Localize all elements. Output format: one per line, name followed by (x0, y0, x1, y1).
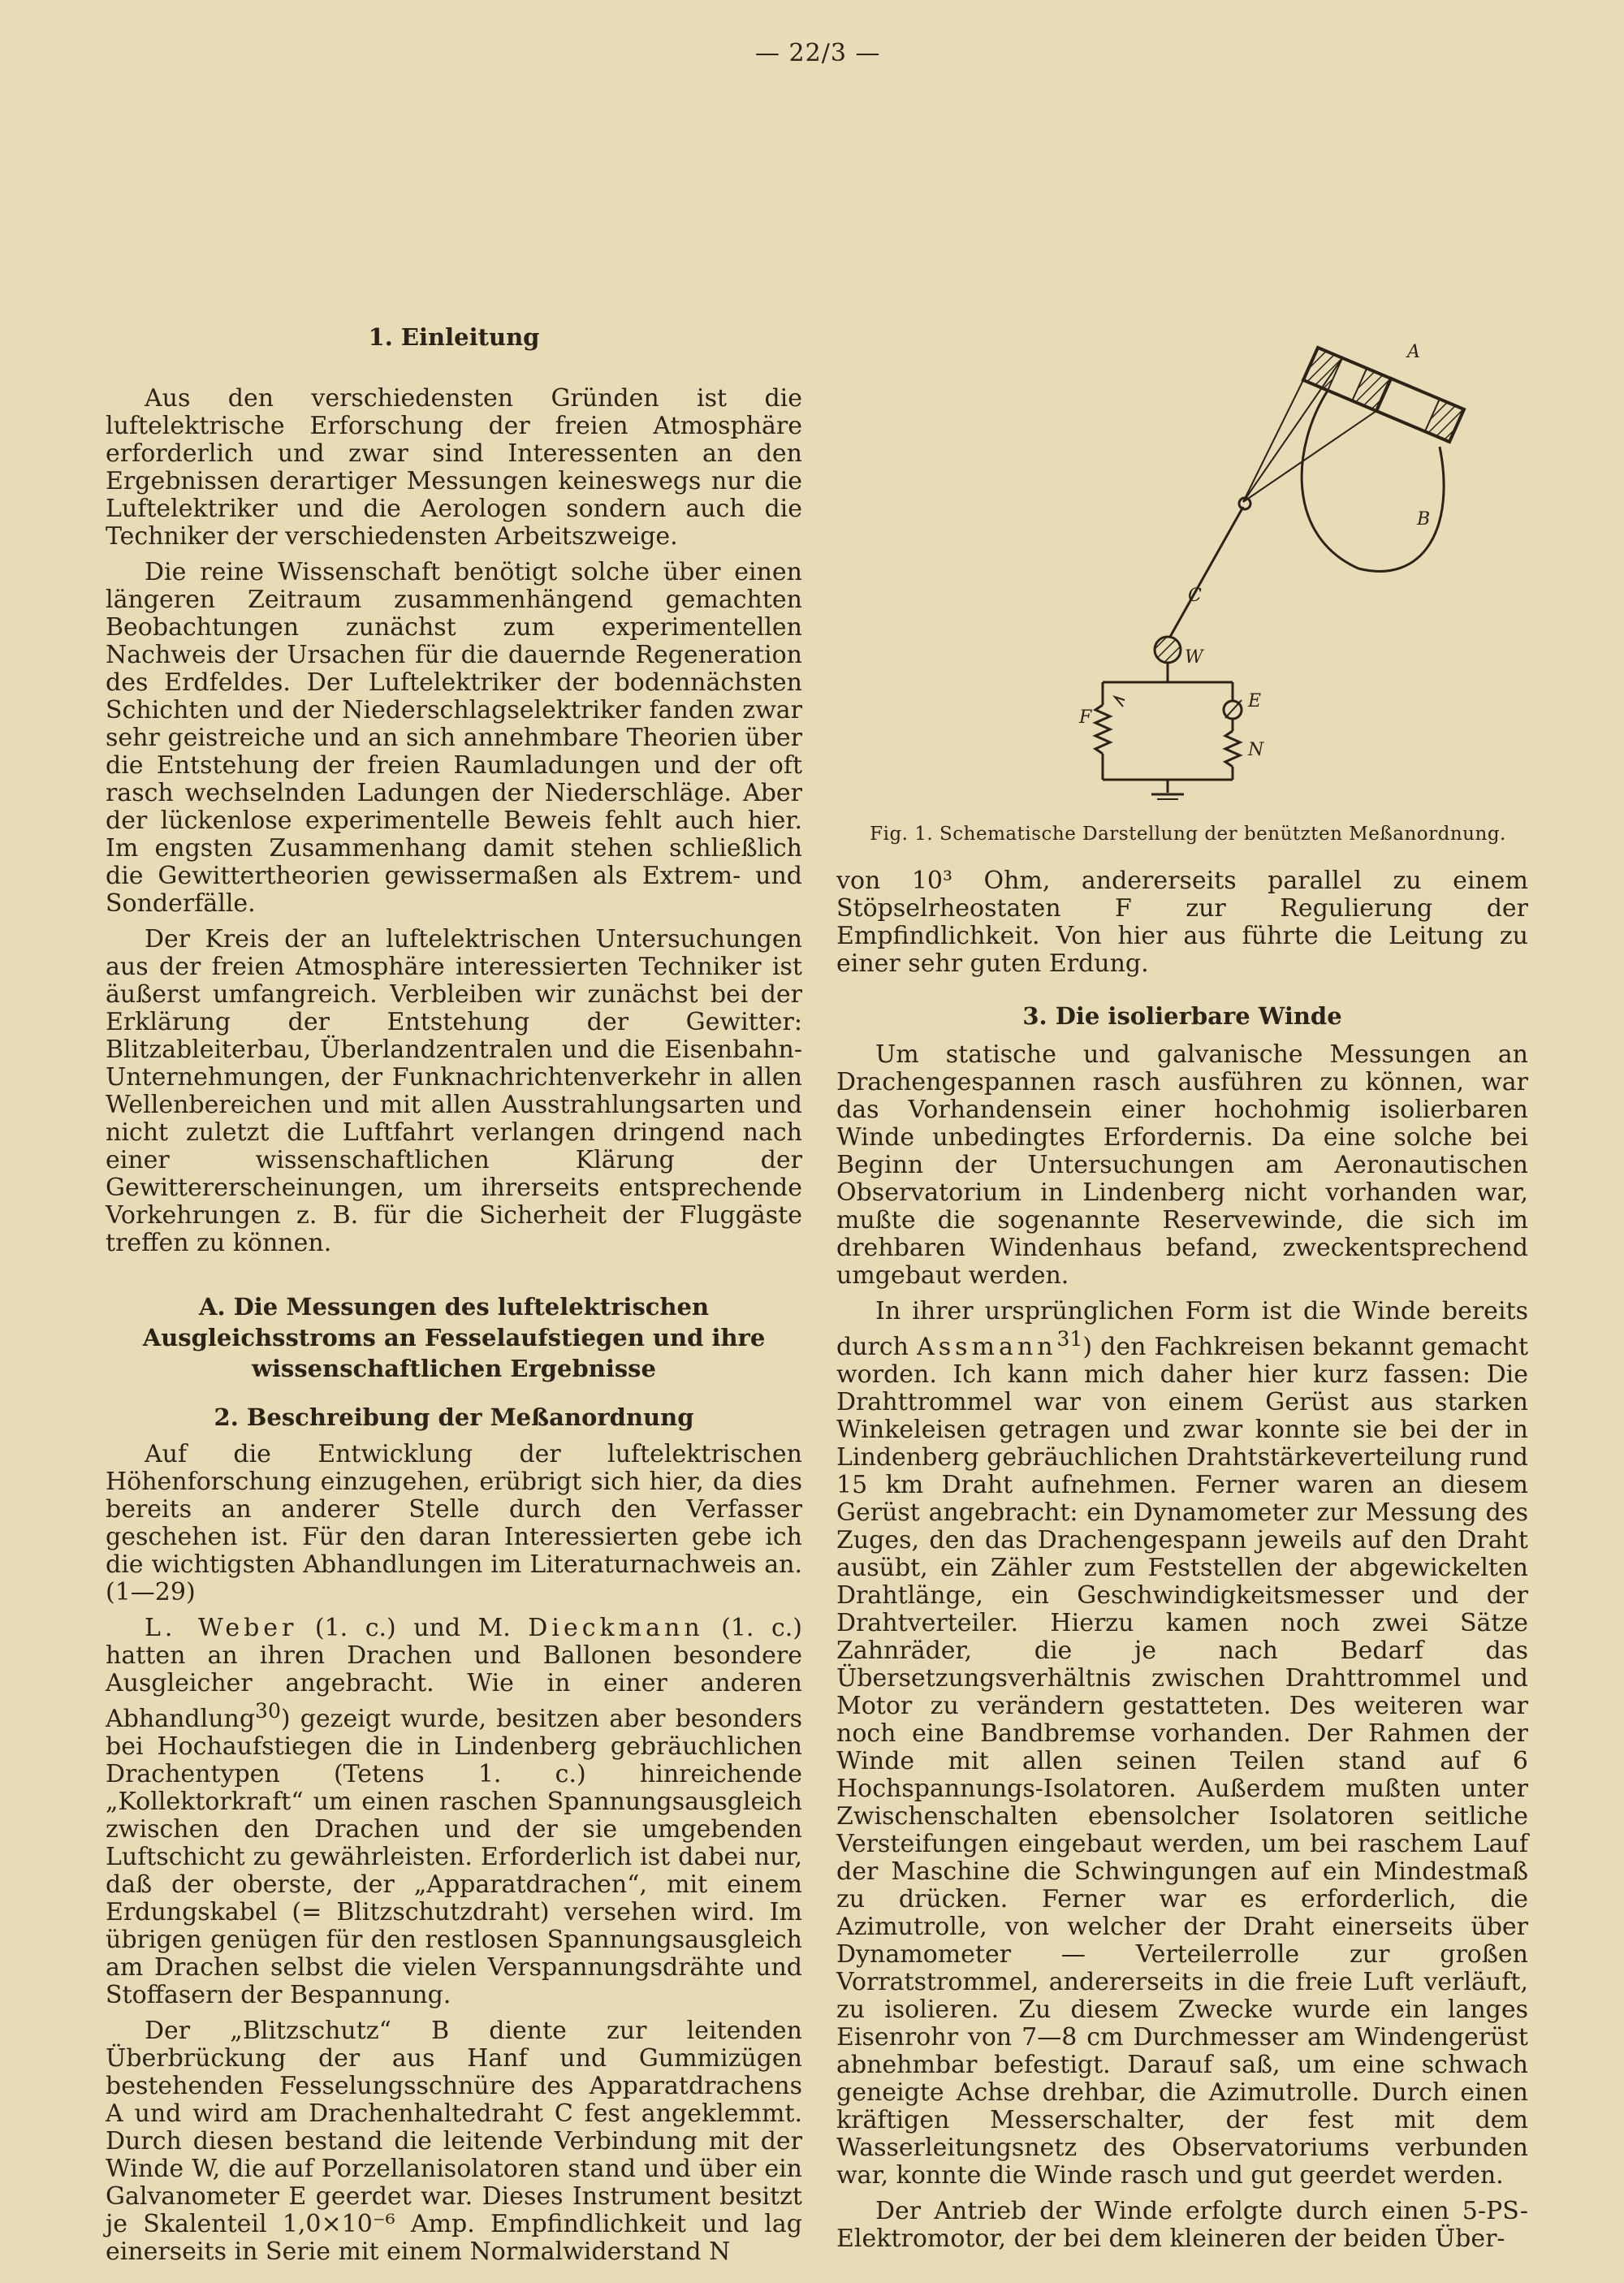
paragraph-winde-1: Um statische und galvanische Messungen an Drachengespannen rasch ausführen zu können, war das Vorhandensein einer hochohmig isolierbaren Winde unbedingtes Erfordernis. Da eine solche bei Beginn der Untersuchungen am Aeronautischen Observatorium in Lindenberg nicht vorhanden war, mußte die sogenannte Reservewinde, die sich im drehbaren Windenhaus befand, zweckentsprechend umgebaut werden. (836, 1040, 1528, 1290)
heading-winde: 3. Die isolierbare Winde (1022, 1002, 1342, 1030)
right-column (836, 867, 1528, 2261)
paragraph-intro-2: Die reine Wissenschaft benötigt solche über einen längeren Zeitraum zusammenhängend gemachten Beobachtungen zunächst zum experimentellen Nachweis der Ursachen für die dauernde Regeneration des Erdfeldes. Der Luftelektriker der bodennächsten Schichten und der Niederschlagselektriker fanden zwar sehr geistreiche und an sich annehmbare Theorien über die Entstehung der freien Raumladungen und der oft rasch wechselnden Ladungen der Niederschläge. Aber der lückenlose experimentelle Beweis fehlt auch hier. Im engsten Zusammenhang damit stehen schließlich die Gewittertheorien gewissermaßen als Extrem- und Sonderfälle. (106, 558, 802, 918)
schematic-diagram (904, 325, 1472, 812)
author-name-dieckmann: Dieckmann (528, 1614, 704, 1642)
paragraph-s2-1: Auf die Entwicklung der luftelektrischen Höhenforschung einzugehen, erübrigt sich hier, da dies bereits an anderer Stelle durch den Verfasser geschehen ist. Für den daran Interessierten gebe ich die wichtigsten Abhandlungen im Literaturnachweis an. (1—29) (106, 1440, 802, 1606)
text-segment: ) den Fachkreisen bekannt gemacht worden. Ich kann mich daher hier kurz fassen: Die Drahttrommel war von einem Gerüst aus starken Winkeleisen getragen und zwar konnte sie bei der in Lindenberg gebräuchlichen Drahtstärkeverteilung rund 15 km Draht aufnehmen. Ferner waren an diesem Gerüst angebracht: ein Dynamometer zur Messung des Zuges, den das Drachengespann jeweils auf den Draht ausübt, ein Zähler zum Feststellen der abgewickelten Drahtlänge, ein Geschwindigkeitsmesser und der Drahtverteiler. Hierzu kamen noch zwei Sätze Zahnräder, die je nach Bedarf das Übersetzungsverhältnis zwischen Drahttrommel und Motor zu verändern gestatteten. Des weiteren war noch eine Bandbremse vorhanden. Der Rahmen der Winde mit allen seinen Teilen stand auf 6 Hochspannungs-Isolatoren. Außerdem mußten unter Zwischenschalten ebensolcher Isolatoren seitliche Versteifungen eingebaut werden, um bei raschem Lauf der Maschine die Schwingungen auf ein Mindestmaß zu drücken. Ferner war es erforderlich, die Azimutrolle, von welcher der Draht einerseits über Dynamometer — Verteilerrolle zur großen Vorratstrommel, andererseits in die freie Luft verläuft, zu isolieren. Zu diesem Zwecke wurde ein langes Eisenrohr von 7—8 cm Durchmesser am Windengerüst abnehmbar befestigt. Darauf saß, um eine schwach geneigte Achse drehbar, die Azimutrolle. Durch einen kräftigen Messerschalter, der fest mit dem Wasserleitungsnetz des Observatoriums verbunden war, konnte die Winde rasch und gut geerdet werden. (836, 1333, 1529, 2190)
footnote-ref: 30 (255, 1699, 281, 1723)
text-segment: (1. c.) und M. (297, 1614, 529, 1642)
label-n: N (1248, 740, 1264, 760)
left-column (106, 323, 802, 2274)
paragraph-continued: von 10³ Ohm, andererseits parallel zu einem Stöpselrheostaten F zur Regulierung der Empfindlichkeit. Von hier aus führte die Leitung zu einer sehr guten Erdung. (836, 867, 1528, 978)
heading-section-a: A. Die Messungen des luftelektrischen Ausgleichsstroms an Fesselaufstiegen und ihre wissenschaftlichen Ergebnisse (142, 1293, 766, 1382)
label-e: E (1248, 691, 1262, 711)
label-c: C (1188, 586, 1202, 606)
paragraph-intro-3: Der Kreis der an luftelektrischen Untersuchungen aus der freien Atmosphäre interessierten Techniker ist äußerst umfangreich. Verbleiben wir zunächst bei der Erklärung der Entstehung der Gewitter: Blitzableiterbau, Überlandzentralen und die Eisenbahn-Unternehmungen, der Funknachrichtenverkehr in allen Wellenbereichen und mit allen Ausstrahlungsarten und nicht zuletzt die Luftfahrt verlangen dringend nach einer wissenschaftlichen Klärung der Gewittererscheinungen, um ihrerseits entsprechende Vorkehrungen z. B. für die Sicherheit der Fluggäste treffen zu können. (106, 925, 802, 1257)
paragraph-winde-3: Der Antrieb der Winde erfolgte durch einen 5-PS-Elektromotor, der bei dem kleineren der beiden Über- (836, 2197, 1528, 2253)
label-w: W (1185, 647, 1203, 668)
heading-einleitung: 1. Einleitung (368, 323, 540, 351)
page-number: — 22/3 — (755, 39, 881, 67)
text-segment: (1. c.) hatten an ihren Drachen und Ballonen besondere Ausgleicher angebracht. Wie in einer anderen Abhandlung (106, 1614, 802, 1733)
figure-caption: Fig. 1. Schematische Darstellung der benützten Meßanordnung. (870, 824, 1506, 845)
label-f: F (1079, 707, 1092, 728)
author-name-assmann: Assmann (917, 1333, 1057, 1361)
text-segment: In ihrer ursprünglichen Form ist die Winde bereits durch (836, 1297, 1528, 1361)
footnote-ref: 31 (1056, 1327, 1083, 1351)
kite-drawing (1303, 348, 1464, 442)
label-b: B (1417, 509, 1431, 530)
paragraph-winde-2 (836, 1298, 1528, 2190)
heading-messanordnung: 2. Beschreibung der Meßanordnung (214, 1403, 694, 1431)
paragraph-s2-3: Der „Blitzschutz“ B diente zur leitenden Überbrückung der aus Hanf und Gummizügen bestehenden Fesselungsschnüre des Apparatdrachens A und wird am Drachenhaltedraht C fest angeklemmt. Durch diesen bestand die leitende Verbindung mit der Winde W, die auf Porzellanisolatoren stand und über ein Galvanometer E geerdet war. Dieses Instrument besitzt je Skalenteil 1,0×10⁻⁶ Amp. Empfindlichkeit und lag einerseits in Serie mit einem Normalwiderstand N (106, 2017, 802, 2266)
figure-1 (843, 325, 1533, 845)
text-segment: ) gezeigt wurde, besitzen aber besonders bei Hochaufstiegen die in Lindenberg gebräuchlichen Drachentypen (Tetens 1. c.) hinreichende „Kollektorkraft“ um einen raschen Spannungsausgleich zwischen den Drachen und der sie umgebenden Luftschicht zu gewährleisten. Erforderlich ist dabei nur, daß der oberste, der „Apparatdrachen“, mit einem Erdungskabel (= Blitzschutzdraht) versehen wird. Im übrigen genügen für den restlosen Spannungsausgleich am Drachen selbst die vielen Verspannungsdrähte und Stoffasern der Bespannung. (106, 1705, 802, 2009)
label-a: A (1407, 342, 1420, 362)
paragraph-intro-1: Aus den verschiedensten Gründen ist die luftelektrische Erforschung der freien Atmosphäre erforderlich und zwar sind Interessenten an den Ergebnissen derartiger Messungen keineswegs nur die Luftelektriker und die Aerologen sondern auch die Techniker der verschiedensten Arbeitszweige. (106, 384, 802, 551)
author-name-weber: L. Weber (145, 1614, 298, 1642)
paragraph-s2-2 (106, 1615, 802, 2009)
